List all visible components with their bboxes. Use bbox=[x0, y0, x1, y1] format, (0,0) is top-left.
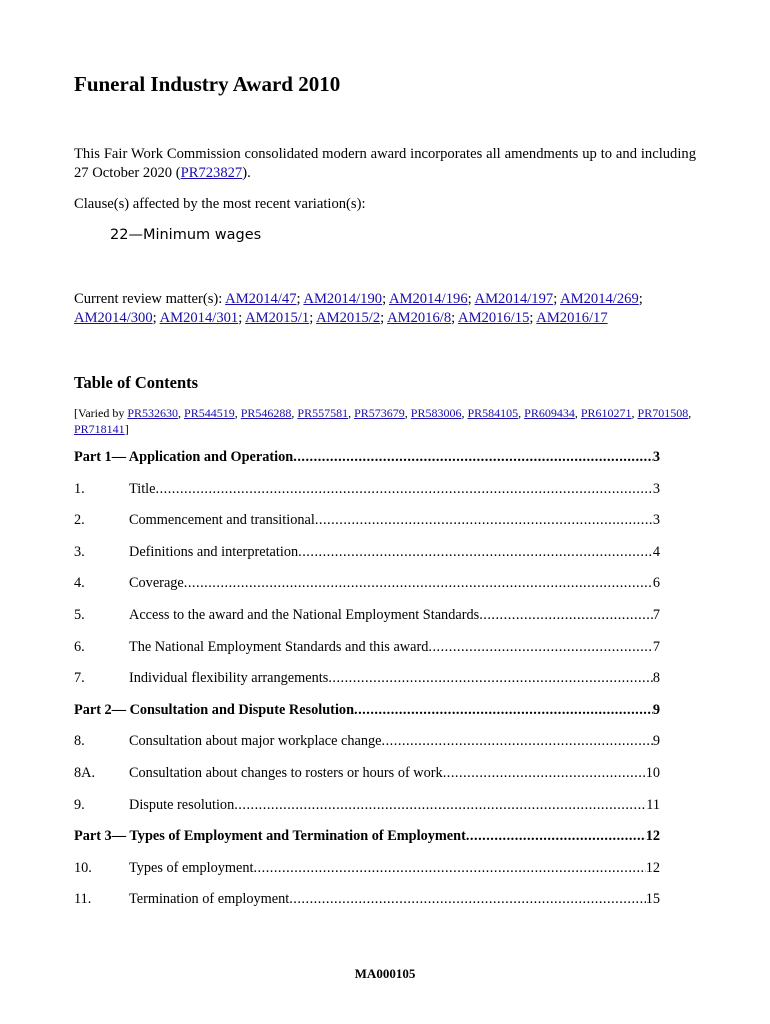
toc-entry[interactable] bbox=[74, 512, 660, 544]
toc-entry-number: 11. bbox=[74, 891, 92, 908]
review-matter-link[interactable]: AM2014/301 bbox=[159, 310, 239, 326]
toc-page-number: 6 bbox=[652, 575, 660, 592]
toc-page-number: 4 bbox=[652, 543, 660, 560]
variation-link[interactable]: PR701508 bbox=[637, 406, 689, 420]
review-matter-link[interactable]: AM2016/15 bbox=[458, 310, 530, 326]
review-matters bbox=[74, 290, 696, 328]
toc-page-number: 12 bbox=[645, 828, 660, 845]
intro-paragraph bbox=[74, 145, 696, 183]
toc-page-number: 12 bbox=[645, 859, 660, 876]
toc-entry-title: Part 2— Consultation and Dispute Resolution bbox=[74, 701, 355, 718]
toc-entry-title: Title bbox=[129, 480, 156, 497]
toc-heading: Table of Contents bbox=[74, 373, 199, 392]
toc-entry-title: Consultation about major workplace change bbox=[129, 733, 382, 750]
toc-entry-title: Part 3— Types of Employment and Termination of Employment bbox=[74, 828, 466, 845]
review-matter-link[interactable]: AM2014/197 bbox=[474, 291, 554, 307]
toc-entry-title: Definitions and interpretation bbox=[129, 543, 299, 560]
intro-text: This Fair Work Commission consolidated modern award incorporates all amendments up to and including 27 October 2020 ( bbox=[74, 146, 696, 181]
review-matter-link[interactable]: AM2015/1 bbox=[245, 310, 310, 326]
toc-entry-title: The National Employment Standards and this award bbox=[129, 638, 429, 655]
toc-page-number: 7 bbox=[652, 638, 660, 655]
review-matter-link[interactable]: AM2016/17 bbox=[536, 310, 608, 326]
toc-entry-title: Access to the award and the National Employment Standards bbox=[129, 606, 480, 623]
toc-page-number: 7 bbox=[652, 606, 660, 623]
review-matter-link[interactable]: AM2015/2 bbox=[316, 310, 381, 326]
toc-entry[interactable] bbox=[74, 733, 660, 765]
intro-end: ). bbox=[242, 165, 251, 181]
review-matter-link[interactable]: AM2014/196 bbox=[388, 291, 468, 307]
toc-entry-number: 3. bbox=[74, 543, 85, 560]
clause-label: Clause(s) affected by the most recent variation(s): bbox=[74, 196, 366, 212]
toc-entry-title: Part 1— Application and Operation bbox=[74, 449, 294, 465]
toc-dot-leader bbox=[253, 860, 645, 877]
toc-page-number: 9 bbox=[652, 701, 660, 718]
toc-entry-number: 2. bbox=[74, 512, 85, 529]
toc-entry-number: 7. bbox=[74, 670, 85, 687]
toc-entry-number: 9. bbox=[74, 796, 85, 813]
toc-entry[interactable] bbox=[74, 670, 660, 702]
toc-entry-number: 5. bbox=[74, 606, 85, 623]
review-matter-link[interactable]: AM2014/269 bbox=[560, 291, 639, 307]
toc-page-number: 15 bbox=[645, 891, 660, 908]
variation-link[interactable]: PR609434 bbox=[524, 406, 575, 420]
toc-part-entry[interactable] bbox=[74, 828, 660, 860]
toc-dot-leader bbox=[328, 670, 653, 687]
toc-dot-leader bbox=[156, 481, 653, 498]
toc-dot-leader bbox=[298, 544, 653, 561]
clause-item: 22—Minimum wages bbox=[110, 227, 262, 243]
toc-entry-number: 6. bbox=[74, 638, 85, 655]
varied-prefix: [Varied by bbox=[74, 406, 128, 420]
variation-link[interactable]: PR546288 bbox=[240, 406, 292, 420]
review-matter-link[interactable]: AM2014/190 bbox=[303, 291, 383, 307]
variation-link[interactable]: PR544519 bbox=[184, 406, 235, 420]
varied-suffix: ] bbox=[124, 422, 129, 436]
review-matter-link[interactable]: AM2014/300 bbox=[74, 310, 153, 326]
toc-entry-title: Individual flexibility arrangements bbox=[129, 670, 329, 687]
toc-entry-number: 8A. bbox=[74, 764, 96, 781]
page-title: Funeral Industry Award 2010 bbox=[74, 72, 341, 96]
toc-entry-title: Types of employment bbox=[129, 859, 254, 876]
table-of-contents bbox=[74, 449, 660, 923]
variation-link[interactable]: PR584105 bbox=[467, 406, 519, 420]
toc-page-number: 10 bbox=[645, 764, 660, 781]
toc-entry[interactable] bbox=[74, 765, 660, 797]
toc-entry[interactable] bbox=[74, 891, 660, 923]
toc-part-entry[interactable] bbox=[74, 702, 660, 734]
toc-entry-title: Termination of employment bbox=[129, 891, 290, 908]
toc-page-number: 11 bbox=[646, 796, 660, 813]
toc-dot-leader bbox=[234, 797, 646, 814]
toc-entry-title: Commencement and transitional bbox=[129, 512, 315, 529]
toc-dot-leader bbox=[466, 828, 646, 845]
varied-links: PR532630, PR544519, PR546288, PR557581, PR573679, PR583006, PR584105, PR609434, PR610271, PR701508, PR718141 bbox=[74, 406, 692, 436]
toc-entry[interactable] bbox=[74, 797, 660, 829]
toc-dot-leader bbox=[479, 607, 653, 624]
toc-entry-title: Coverage bbox=[129, 575, 184, 592]
variation-link[interactable]: PR718141 bbox=[74, 422, 125, 436]
toc-dot-leader bbox=[293, 449, 653, 466]
toc-entry[interactable] bbox=[74, 860, 660, 892]
toc-dot-leader bbox=[354, 702, 653, 719]
toc-dot-leader bbox=[184, 575, 653, 592]
variation-link[interactable]: PR610271 bbox=[580, 406, 632, 420]
toc-entry-number: 10. bbox=[74, 859, 92, 876]
toc-entry[interactable] bbox=[74, 481, 660, 513]
toc-entry-number: 4. bbox=[74, 575, 85, 592]
toc-page-number: 3 bbox=[652, 512, 660, 529]
toc-page-number: 8 bbox=[652, 670, 660, 687]
variation-link[interactable]: PR583006 bbox=[410, 406, 462, 420]
document-code: MA000105 bbox=[354, 966, 416, 981]
toc-entry-number: 1. bbox=[74, 480, 85, 497]
varied-by-list bbox=[74, 405, 699, 437]
toc-page-number: 3 bbox=[652, 449, 660, 465]
toc-entry[interactable] bbox=[74, 639, 660, 671]
review-matter-link[interactable]: AM2016/8 bbox=[387, 310, 452, 326]
toc-dot-leader bbox=[443, 765, 646, 782]
toc-entry[interactable] bbox=[74, 607, 660, 639]
variation-link[interactable]: PR557581 bbox=[297, 406, 349, 420]
intro-variation-link[interactable]: PR723827 bbox=[180, 165, 243, 181]
variation-link[interactable]: PR573679 bbox=[354, 406, 405, 420]
toc-entry-title: Consultation about changes to rosters or hours of work bbox=[129, 764, 443, 781]
toc-page-number: 9 bbox=[652, 733, 660, 750]
toc-entry-number: 8. bbox=[74, 733, 85, 750]
toc-entry[interactable] bbox=[74, 544, 660, 576]
toc-dot-leader bbox=[289, 891, 646, 908]
review-label: Current review matter(s): bbox=[74, 291, 226, 307]
toc-dot-leader bbox=[428, 639, 652, 656]
review-matter-link[interactable]: AM2014/47 bbox=[225, 291, 297, 307]
toc-page-number: 3 bbox=[652, 480, 660, 497]
toc-dot-leader bbox=[382, 733, 653, 750]
toc-part-entry[interactable] bbox=[74, 449, 660, 481]
variation-link[interactable]: PR532630 bbox=[127, 406, 179, 420]
toc-dot-leader bbox=[315, 512, 653, 529]
toc-entry[interactable] bbox=[74, 575, 660, 607]
toc-entry-title: Dispute resolution bbox=[129, 796, 235, 813]
review-links: AM2014/47; AM2014/190; AM2014/196; AM2014/197; AM2014/269; AM2014/300; AM2014/301; AM2015/1; AM2015/2; AM2016/8; AM2016/15; AM2016/17 bbox=[74, 291, 643, 326]
